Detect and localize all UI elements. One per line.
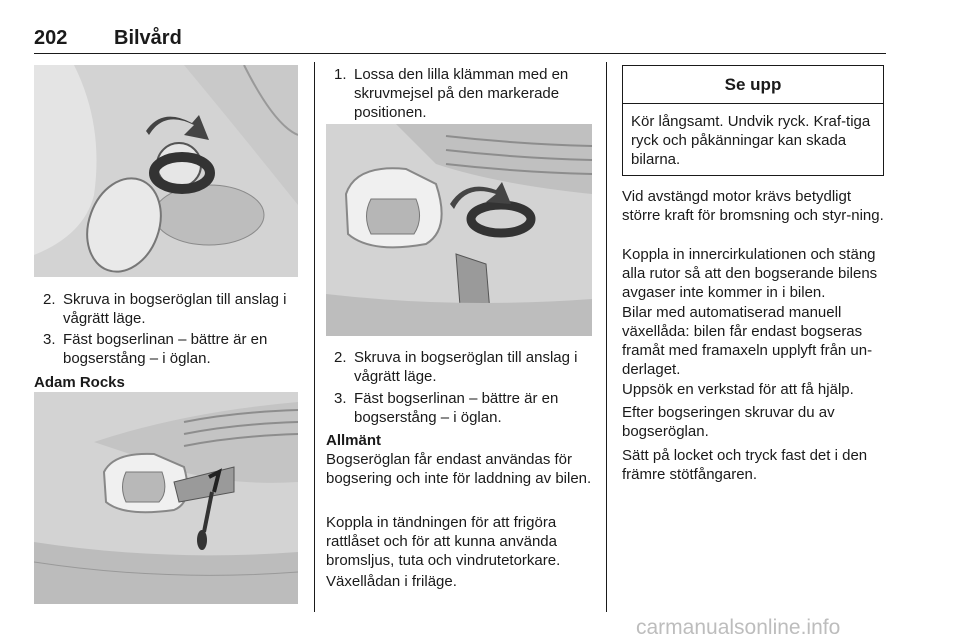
step-text: Lossa den lilla klämman med en skruvmejsel på den markerade positionen. [354, 66, 569, 121]
col3-paragraph-5: Efter bogseringen skruvar du av bogseröglan. [622, 404, 835, 440]
watermark: carmanualsonline.info [636, 616, 841, 639]
towing-eye-rocks-figure [326, 124, 592, 336]
col3-paragraph-4: Uppsök en verkstad för att få hjälp. [622, 381, 854, 398]
page-number: 202 [34, 27, 68, 49]
step-number: 2. [43, 291, 56, 308]
step-text: Fäst bogserlinan – bättre är en bogserstång – i öglan. [354, 390, 559, 426]
warning-text: Kör långsamt. Undvik ryck. Kraf-tiga ryck och påkänningar kan skada bilarna. [631, 113, 871, 168]
column-divider-left [314, 62, 315, 612]
warning-title: Se upp [623, 66, 883, 104]
col3-paragraph-1: Vid avstängd motor krävs betydligt större kraft för bromsning och styr-ning. [622, 188, 884, 224]
warning-box [622, 65, 884, 176]
page-title: Bilvård [114, 27, 182, 49]
step-text: Fäst bogserlinan – bättre är en bogserstång – i öglan. [63, 331, 268, 367]
general-paragraph-1: Bogseröglan får endast användas för bogsering och inte för laddning av bilen. [326, 451, 592, 487]
section-heading-adam-rocks: Adam Rocks [34, 374, 125, 391]
step-number: 1. [334, 66, 347, 83]
step-text: Skruva in bogseröglan till anslag i vågrätt läge. [63, 291, 287, 327]
col3-paragraph-2: Koppla in innercirkulationen och stäng alla rutor så att den bogserande bilens avgaser inte kommer in i bilen. [622, 246, 878, 301]
general-paragraph-3: Växellådan i friläge. [326, 573, 457, 590]
col3-paragraph-3: Bilar med automatiserad manuell växellåda: bilen får endast bogseras framåt med framaxeln upplyft från un-derlaget. [622, 304, 873, 378]
col3-paragraph-6: Sätt på locket och tryck fast det i den främre stötfångaren. [622, 447, 868, 483]
general-paragraph-2: Koppla in tändningen för att frigöra rattlåset och för att kunna använda bromsljus, tuta och vindrutetorkare. [326, 514, 561, 569]
page-header [34, 27, 886, 54]
section-heading-general: Allmänt [326, 432, 382, 449]
towing-eye-cover-figure [34, 65, 298, 277]
column-divider-right [606, 62, 607, 612]
adam-rocks-bumper-figure [34, 392, 298, 604]
step-number: 3. [334, 390, 347, 407]
step-number: 3. [43, 331, 56, 348]
step-text: Skruva in bogseröglan till anslag i vågrätt läge. [354, 349, 578, 385]
step-number: 2. [334, 349, 347, 366]
